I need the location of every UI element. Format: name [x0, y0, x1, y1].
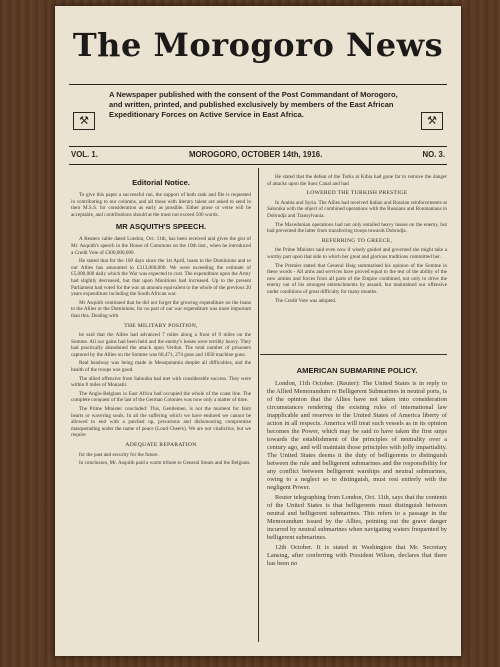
- military-paragraph: The Prime Minister concluded: This, Gentlemen, is not the moment for faint hearts or wavering souls. In all the suffering which we have endured we cannot be allowed to end with a patched up, precarious and dishonouring compromise masquerading under the name of peace (Loud Cheers). We are not vindictive, but we require: [71, 406, 251, 439]
- military-paragraph: Real headway was being made in Mesopotamia despite all difficulties, and the health of the troops was good.: [71, 360, 251, 374]
- asquith-paragraph: A Reuters cable dated London, Oct. 11th, has been received and gives the gist of Mr. Asquith's speech in the House of Commons on the 10th inst., when he introduced a Credit Vote of £300,000,000.: [71, 236, 251, 256]
- issue-date: MOROGORO, OCTOBER 14th, 1916.: [189, 150, 323, 159]
- subtitle-block: A Newspaper published with the consent of the Post Commandant of Morogoro, and written, printed, and published exclusively by members of the East African Expeditionary Forces on Active Service in East Africa.: [109, 90, 398, 119]
- greece-heading: REFERRING TO GREECE,: [321, 237, 393, 244]
- submarine-paragraph: London, 11th October. (Reuter): The United States is in reply to the Allied Memorandum re Belligerent Submarines in neutral ports, is of the opinion that the Allies have not taken into consideration circumstances rendering the existing rules of international law inapplicable and reserves to the United States of America liberty of action in all respects. America will treat such vessels as in its opinion becomes the Power, which may be said to have taken the first steps towards the establishment of the principles of neutrality over a century ago, and will maintain those principles with jolly impartiality. The United States deems it the duty of belligerents to distinguish between the rule and belligerent submarines and the responsibility for any conflict between belligerent warships and neutral submarines, owing to a neglect so to distinguish, must rest entirely with the negligent Power.: [267, 380, 447, 491]
- asquith-heading: MR ASQUITH'S SPEECH.: [115, 222, 207, 232]
- emblem-left-icon: ⚒: [73, 112, 95, 130]
- issue-volume: VOL. 1.: [71, 150, 98, 159]
- masthead-rule-top: [69, 84, 447, 85]
- greece-paragraph: the Prime Minister said even now if wisely guided and governed she might take a worthy part upon that side to which her great and glorious traditions committed her.: [267, 247, 447, 260]
- greece-paragraph: The Premier stated that General Haig summarised his opinion of the Somme in these words - All arms and services have proved equal to the test of the ability of the new armies and forces from all parts of the Empire combined, not only to drive the enemy out of his strongest entrenchments by assault, but maintained our offensive under conditions of great difficulty for many months.: [267, 262, 447, 295]
- asquith-paragraph: Mr Asquith continued that he did not forget the growing expenditure on the loans to the Allies or the Dominions, for no part of our war expenditure was more important than this. Dealing with: [71, 299, 251, 319]
- issue-rule-top: [69, 146, 447, 147]
- reparation-heading: ADEQUATE REPARATION: [125, 442, 197, 448]
- submarine-paragraph: Reuter telegraphing from London, Oct. 11th, says that the contents of the United States is that belligerents must distinguish between neutral and belligerent submarines. This refers to a passage in the Memorandum issued by the Allies, pointing out the grave danger incurred by neutral submarines when navigating waters frequented by belligerent submarines.: [267, 494, 447, 541]
- military-paragraph: he said that the Allies had advanced 7 miles along a front of 9 miles on the Somme. All our gains had been held and the enemy's losses were terribly heavy. They had practically abandoned the attack upon Verdun. The total number of prisoners captured by the Allies on the Somme was 60,471, 274 guns and 1050 machine guns.: [71, 332, 251, 358]
- military-heading: THE MILITARY POSITION,: [124, 322, 198, 329]
- editorial-heading: Editorial Notice.: [132, 178, 190, 187]
- left-column: [71, 174, 251, 469]
- turkish-heading: LOWERED THE TURKISH PRESTIGE: [306, 190, 408, 197]
- opening-paragraph: He stated that the defeat of the Turks at Kibia had gone far to remove the danger of attacks upon the Suez Canal and had: [267, 174, 447, 187]
- issue-rule-bottom: [69, 164, 447, 165]
- closing-paragraph: for the past and security for the future.: [79, 451, 159, 458]
- submarine-heading: AMERICAN SUBMARINE POLICY.: [296, 366, 418, 375]
- military-paragraph: The allied offensive from Salonika had met with considerable success. They were within 8 miles of Monastir.: [71, 375, 251, 389]
- masthead-title: The Morogoro News: [72, 26, 444, 64]
- greece-paragraph: The Credit Vote was adopted.: [275, 297, 337, 304]
- editorial-text: To give this paper a successful run, the support of both rank and file is requested in contributing to our columns, and all those with literary talent are asked to send in their M.S.S. for consideration as early as possible. Either prose or verse will be acceptable, and contributions should at the most not exceed 500 words.: [71, 192, 251, 218]
- macedonian-text: The Macedonian operations had not only entailed heavy losses on the enemy, but had prevented the latter from transferring troops towards Dobrudja.: [267, 221, 447, 235]
- issue-number: NO. 3.: [422, 150, 445, 159]
- emblem-right-icon: ⚒: [421, 112, 443, 130]
- right-section-rule: [260, 354, 447, 355]
- right-column-top: [267, 174, 447, 306]
- closing-paragraph: In conclusion, Mr. Asquith paid a warm tribute to General Smuts and the Belgians.: [79, 460, 251, 467]
- newspaper-page: [55, 6, 461, 656]
- right-column-bottom: [267, 362, 447, 570]
- military-paragraph: The Anglo-Belgians in East Africa had occupied the whole of the coast line. The complete conquest of the last of the German Colonies was now only a matter of time.: [71, 390, 251, 404]
- asquith-paragraph: He stated that for the 100 days since the 1st April, loans to the Dominions and to our Allies has amounted to £313,000,000. We were exceeding the estimate of £5,000,000 daily which the War was expected to cost. The expenditure upon the Army had slightly decreased, but that upon Munitions had increased. Up to the present Parliament had voted for the war an amount equivalent to the whole of the previous 20 years expenditure including the South African war.: [71, 258, 251, 298]
- issue-line: [69, 150, 447, 162]
- turkish-text: In Arabia and Syria. The Allies had received Italian and Russian reinforcements at Salonika with the object of combined operations with the Russians and Roumanians in Dobrudja and Transylvania.: [267, 199, 447, 219]
- column-divider: [258, 168, 259, 642]
- submarine-paragraph: 12th October. It is stated in Washington that Mr. Secretary Lansing, after conferring with President Wilson, declares that there has been no: [267, 544, 447, 567]
